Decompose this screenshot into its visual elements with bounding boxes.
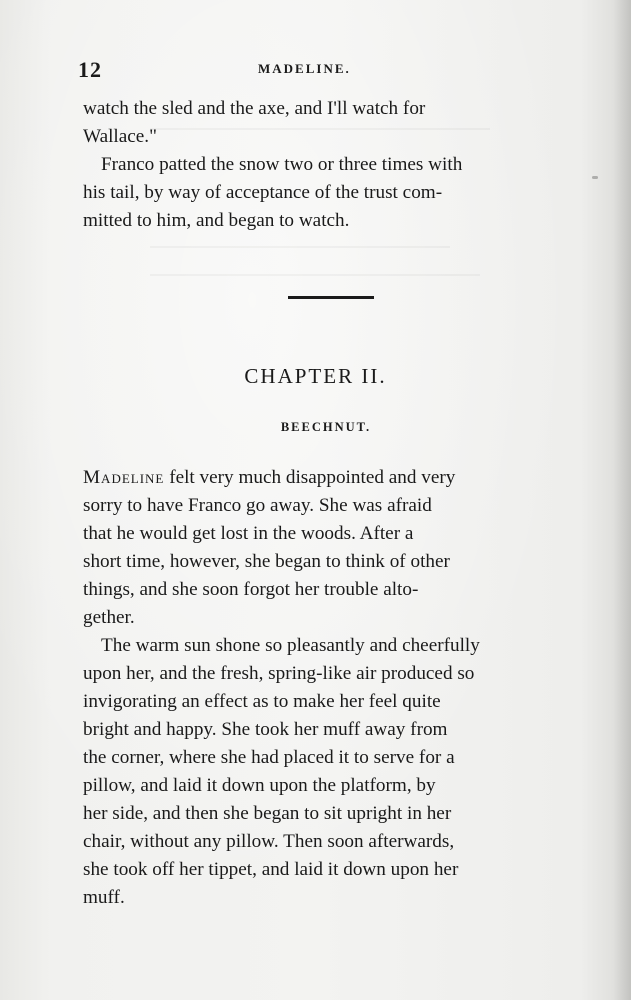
text-line: sorry to have Franco go away. She was afraid: [83, 495, 432, 516]
bleed-through-line: [150, 274, 480, 276]
running-title: MADELINE.: [258, 61, 351, 76]
text-line: his tail, by way of acceptance of the trust com-: [83, 182, 443, 203]
text-line: pillow, and laid it down upon the platform, by: [83, 775, 436, 796]
paragraph-continuation: [83, 95, 581, 151]
ink-speck: [592, 176, 598, 179]
text-line: her side, and then she began to sit upright in her: [83, 803, 452, 824]
lead-word: Madeline: [83, 467, 165, 488]
page-number: 12: [78, 57, 102, 82]
text-line: muff.: [83, 887, 125, 908]
text-line: The warm sun shone so pleasantly and cheerfully: [101, 635, 480, 656]
text-line: gether.: [83, 607, 135, 628]
chapter-heading: CHAPTER II.: [244, 364, 387, 388]
chapter-subheading: BEECHNUT.: [280, 420, 372, 434]
paragraph-madeline: [83, 464, 581, 632]
text-line: chair, without any pillow. Then soon afterwards,: [83, 831, 455, 852]
text-line: felt very much disappointed and very: [164, 467, 456, 488]
page-edge-shadow: [613, 0, 631, 1000]
text-line: Wallace.": [83, 126, 157, 147]
text-line: mitted to him, and began to watch.: [83, 210, 350, 231]
text-line: short time, however, she began to think of other: [83, 551, 450, 572]
text-section-1: [83, 95, 581, 235]
text-line: bright and happy. She took her muff away from: [83, 719, 448, 740]
bleed-through-line: [150, 246, 450, 248]
paragraph-franco: [83, 151, 581, 235]
running-head: [78, 57, 580, 83]
text-section-2: [83, 464, 581, 912]
text-line: she took off her tippet, and laid it down upon her: [83, 859, 459, 880]
paragraph-warm-sun: [83, 632, 581, 912]
text-line: Franco patted the snow two or three times with: [101, 154, 463, 175]
text-line: upon her, and the fresh, spring-like air produced so: [83, 663, 475, 684]
section-divider: [288, 296, 374, 299]
text-line: things, and she soon forgot her trouble alto-: [83, 579, 419, 600]
text-line: that he would get lost in the woods. After a: [83, 523, 414, 544]
text-line: invigorating an effect as to make her feel quite: [83, 691, 441, 712]
text-line: watch the sled and the axe, and I'll watch for: [83, 98, 426, 119]
text-line: the corner, where she had placed it to serve for a: [83, 747, 455, 768]
